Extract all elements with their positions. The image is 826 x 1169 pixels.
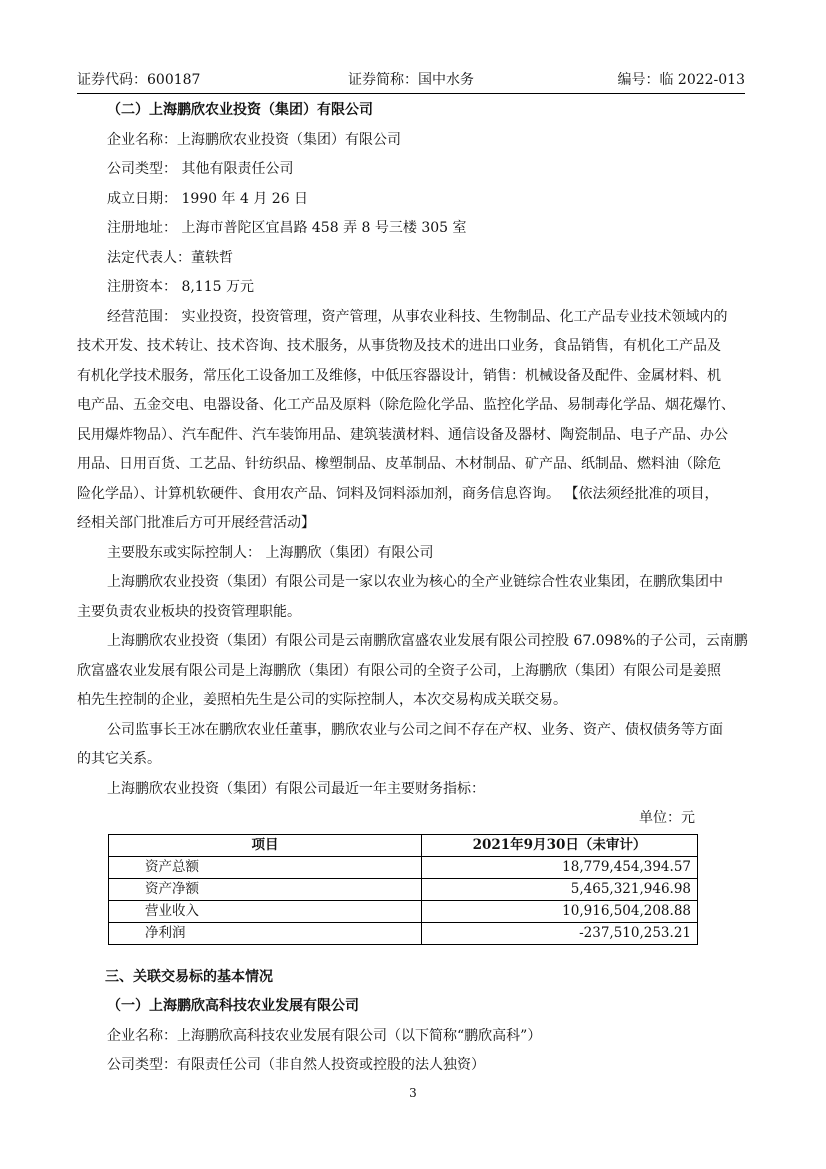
scope-line: 电产品、五金交电、电器设备、化工产品及原料（除危险化学品、监控化学品、易制毒化学品、烟花爆竹、 bbox=[77, 397, 735, 413]
table-intro: 上海鹏欣农业投资（集团）有限公司最近一年主要财务指标： bbox=[107, 780, 485, 797]
paragraph-line: 柏先生控制的企业，姜照柏先生是公司的实际控制人，本次交易构成关联交易。 bbox=[77, 692, 567, 708]
field-line: 注册地址： 上海市普陀区宜昌路 458 弄 8 号三楼 305 室 bbox=[107, 220, 467, 236]
section-heading: 三、关联交易标的基本情况 bbox=[105, 968, 273, 985]
field-line: 企业名称：上海鹏欣高科技农业发展有限公司（以下简称“鹏欣高科”） bbox=[107, 1027, 542, 1044]
field-line: 注册资本： 8,115 万元 bbox=[107, 279, 254, 295]
item-cell: 资产净额 bbox=[109, 878, 422, 900]
column-header: 2021年9月30日（未审计） bbox=[422, 834, 698, 856]
table-row bbox=[109, 856, 698, 878]
stock-name: 证券简称：国中水务 bbox=[348, 72, 474, 88]
field-line: 法定代表人：董轶哲 bbox=[107, 249, 233, 266]
scope-line: 险化学品）、计算机软硬件、食用农产品、饲料及饲料添加剂，商务信息咨询。 【依法须经批准的项目， bbox=[77, 485, 719, 502]
paragraph-line: 欣富盛农业发展有限公司是上海鹏欣（集团）有限公司的全资子公司，上海鹏欣（集团）有限公司是姜照 bbox=[77, 662, 721, 679]
table-row bbox=[109, 900, 698, 922]
unit-label: 单位：元 bbox=[639, 810, 695, 826]
document-body bbox=[77, 96, 748, 1081]
paragraph-line: 公司监事长王冰在鹏欣农业任董事，鹏欣农业与公司之间不存在产权、业务、资产、债权债务等方面 bbox=[107, 721, 723, 738]
field-line: 公司类型：有限责任公司（非自然人投资或控股的法人独资） bbox=[107, 1057, 485, 1073]
page-number: 3 bbox=[409, 1086, 417, 1100]
scope-line: 民用爆炸物品）、汽车配件、汽车装饰用品、建筑装潢材料、通信设备及器材、陶瓷制品、电子产品、办公 bbox=[77, 426, 728, 443]
doc-number: 编号：临 2022-013 bbox=[617, 72, 745, 88]
scope-line: 有机化学技术服务，常压化工设备加工及维修，中低压容器设计，销售：机械设备及配件、金属材料、机 bbox=[77, 367, 721, 384]
field-line: 公司类型： 其他有限责任公司 bbox=[107, 161, 294, 177]
value-cell: -237,510,253.21 bbox=[422, 922, 698, 944]
section-title: （一）上海鹏欣高科技农业发展有限公司 bbox=[107, 998, 359, 1014]
table-row bbox=[109, 922, 698, 944]
section-title: （二）上海鹏欣农业投资（集团）有限公司 bbox=[107, 102, 373, 118]
value-cell: 10,916,504,208.88 bbox=[422, 900, 698, 922]
item-cell: 资产总额 bbox=[109, 856, 422, 878]
item-cell: 营业收入 bbox=[109, 900, 422, 922]
scope-line: 经相关部门批准后方可开展经营活动】 bbox=[77, 515, 315, 531]
scope-line: 经营范围： 实业投资，投资管理，资产管理，从事农业科技、生物制品、化工产品专业技术领域内的 bbox=[107, 308, 728, 325]
field-line: 成立日期： 1990 年 4 月 26 日 bbox=[107, 190, 309, 207]
field-line: 企业名称：上海鹏欣农业投资（集团）有限公司 bbox=[107, 131, 401, 148]
paragraph-line: 上海鹏欣农业投资（集团）有限公司是一家以农业为核心的全产业链综合性农业集团，在鹏欣集团中 bbox=[107, 574, 723, 590]
shareholder-line: 主要股东或实际控制人： 上海鹏欣（集团）有限公司 bbox=[107, 544, 434, 561]
value-cell: 5,465,321,946.98 bbox=[422, 878, 698, 900]
value-cell: 18,779,454,394.57 bbox=[422, 856, 698, 878]
table-row bbox=[109, 878, 698, 900]
paragraph-line: 上海鹏欣农业投资（集团）有限公司是云南鹏欣富盛农业发展有限公司控股 67.098%的子公司，云南鹏 bbox=[107, 633, 748, 649]
scope-line: 用品、日用百货、工艺品、针纺织品、橡塑制品、皮革制品、木材制品、矿产品、纸制品、燃料油（除危 bbox=[77, 456, 721, 472]
table-header-row bbox=[109, 834, 698, 856]
paragraph-line: 主要负责农业板块的投资管理职能。 bbox=[77, 603, 301, 620]
paragraph-line: 的其它关系。 bbox=[77, 751, 161, 767]
column-header: 项目 bbox=[109, 834, 422, 856]
page-header bbox=[77, 69, 745, 94]
financial-table bbox=[108, 834, 698, 945]
item-cell: 净利润 bbox=[109, 922, 422, 944]
scope-line: 技术开发、技术转让、技术咨询、技术服务，从事货物及技术的进出口业务，食品销售，有机化工产品及 bbox=[77, 338, 721, 354]
stock-code: 证券代码：600187 bbox=[77, 72, 201, 88]
